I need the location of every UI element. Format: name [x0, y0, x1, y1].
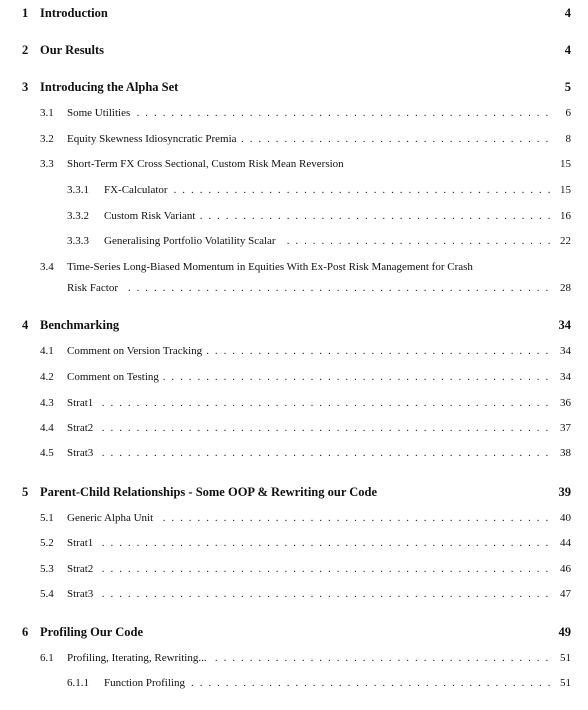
toc-entry-section-5-1[interactable]: [0, 512, 588, 532]
section-title: Generic Alpha Unit: [67, 512, 157, 524]
chapter-number: 2: [22, 43, 29, 57]
subsection-title: Function Profiling: [104, 677, 189, 689]
section-number: 5.2: [40, 537, 54, 549]
dot-leader: [67, 397, 553, 409]
page-number: 46: [560, 563, 571, 575]
toc-entry-chapter-3[interactable]: [0, 80, 588, 100]
subsection-number: 3.3.3: [67, 235, 89, 247]
chapter-number: 6: [22, 625, 29, 639]
page-number: 49: [558, 625, 571, 639]
toc-entry-section-4-1[interactable]: [0, 345, 588, 365]
toc-entry-section-3-2[interactable]: [0, 133, 588, 153]
toc-entry-subsection-3-3-1[interactable]: [0, 184, 588, 204]
section-title: Strat3: [67, 447, 97, 459]
chapter-title: Introduction: [40, 6, 108, 20]
page-number: 37: [560, 422, 571, 434]
section-number: 4.1: [40, 345, 54, 357]
chapter-title: Our Results: [40, 43, 105, 57]
toc-entry-section-3-3[interactable]: [0, 158, 588, 178]
page-number: 36: [560, 397, 571, 409]
toc-entry-chapter-1[interactable]: [0, 6, 588, 26]
section-title: Short-Term FX Cross Sectional, Custom Risk Mean Reversion: [67, 158, 344, 170]
toc-entry-subsection-3-3-2[interactable]: [0, 210, 588, 230]
section-title: Strat1: [67, 397, 97, 409]
page-number: 4: [564, 6, 571, 20]
page-number: 15: [560, 184, 571, 196]
page-number: 15: [560, 158, 571, 170]
section-title: Comment on Testing: [67, 371, 163, 383]
section-title: Strat2: [67, 422, 97, 434]
section-title: Comment on Version Tracking: [67, 345, 206, 357]
toc-entry-section-4-2[interactable]: [0, 371, 588, 391]
section-title: Strat3: [67, 588, 97, 600]
chapter-number: 3: [22, 80, 29, 94]
page-number: 34: [560, 371, 571, 383]
toc-entry-section-3-4[interactable]: [0, 261, 588, 303]
toc-entry-section-5-4[interactable]: [0, 588, 588, 608]
section-title: Strat2: [67, 563, 97, 575]
page-number: 44: [560, 537, 571, 549]
section-number: 4.4: [40, 422, 54, 434]
section-title: Some Utilities: [67, 107, 134, 119]
page-number: 39: [558, 485, 571, 499]
page-number: 22: [560, 235, 571, 247]
dot-leader: [67, 282, 553, 294]
toc-entry-section-5-2[interactable]: [0, 537, 588, 557]
toc-entry-section-4-3[interactable]: [0, 397, 588, 417]
chapter-number: 4: [22, 318, 29, 332]
section-number: 4.3: [40, 397, 54, 409]
dot-leader: [67, 588, 553, 600]
subsection-number: 3.3.1: [67, 184, 89, 196]
section-number: 3.2: [40, 133, 54, 145]
subsection-title: Generalising Portfolio Volatility Scalar: [104, 235, 280, 247]
toc-entry-section-6-1[interactable]: [0, 652, 588, 672]
chapter-number: 5: [22, 485, 29, 499]
section-number: 4.5: [40, 447, 54, 459]
section-title: Strat1: [67, 537, 97, 549]
toc-entry-section-3-1[interactable]: [0, 107, 588, 127]
dot-leader: [67, 107, 553, 119]
page-number: 34: [558, 318, 571, 332]
subsection-title: FX-Calculator: [104, 184, 172, 196]
page-number: 5: [564, 80, 571, 94]
section-number: 4.2: [40, 371, 54, 383]
section-number: 5.4: [40, 588, 54, 600]
dot-leader: [67, 537, 553, 549]
page-number: 16: [560, 210, 571, 222]
page-number: 40: [560, 512, 571, 524]
section-title-line-2: Risk Factor: [67, 282, 122, 294]
subsection-number: 3.3.2: [67, 210, 89, 222]
toc-entry-chapter-5[interactable]: [0, 485, 588, 505]
chapter-title: Parent-Child Relationships - Some OOP & Rewriting our Code: [40, 485, 378, 499]
page-number: 51: [560, 677, 571, 689]
section-title: Profiling, Iterating, Rewriting...: [67, 652, 211, 664]
subsection-title: Custom Risk Variant: [104, 210, 199, 222]
page-number: 38: [560, 447, 571, 459]
page-number: 47: [560, 588, 571, 600]
section-number: 5.3: [40, 563, 54, 575]
section-title-line-1: Time-Series Long-Biased Momentum in Equities With Ex-Post Risk Management for Crash: [67, 261, 473, 273]
page-number: 4: [564, 43, 571, 57]
toc-entry-chapter-2[interactable]: [0, 43, 588, 63]
dot-leader: [67, 447, 553, 459]
toc-entry-subsection-3-3-3[interactable]: [0, 235, 588, 255]
chapter-number: 1: [22, 6, 29, 20]
chapter-title: Introducing the Alpha Set: [40, 80, 179, 94]
toc-entry-section-4-4[interactable]: [0, 422, 588, 442]
section-number: 6.1: [40, 652, 54, 664]
toc-entry-section-4-5[interactable]: [0, 447, 588, 467]
toc-entry-section-5-3[interactable]: [0, 563, 588, 583]
toc-entry-chapter-6[interactable]: [0, 625, 588, 645]
section-title: Equity Skewness Idiosyncratic Premia: [67, 133, 241, 145]
section-number: 3.3: [40, 158, 54, 170]
toc-entry-chapter-4[interactable]: [0, 318, 588, 338]
page-number: 6: [565, 107, 571, 119]
dot-leader: [67, 422, 553, 434]
section-number: 3.1: [40, 107, 54, 119]
section-number: 3.4: [40, 261, 54, 273]
chapter-title: Profiling Our Code: [40, 625, 144, 639]
subsection-number: 6.1.1: [67, 677, 89, 689]
page-number: 34: [560, 345, 571, 357]
chapter-title: Benchmarking: [40, 318, 120, 332]
page-number: 8: [565, 133, 571, 145]
page-number: 28: [560, 282, 571, 294]
toc-entry-subsection-6-1-1[interactable]: [0, 677, 588, 697]
dot-leader: [67, 563, 553, 575]
page-number: 51: [560, 652, 571, 664]
section-number: 5.1: [40, 512, 54, 524]
